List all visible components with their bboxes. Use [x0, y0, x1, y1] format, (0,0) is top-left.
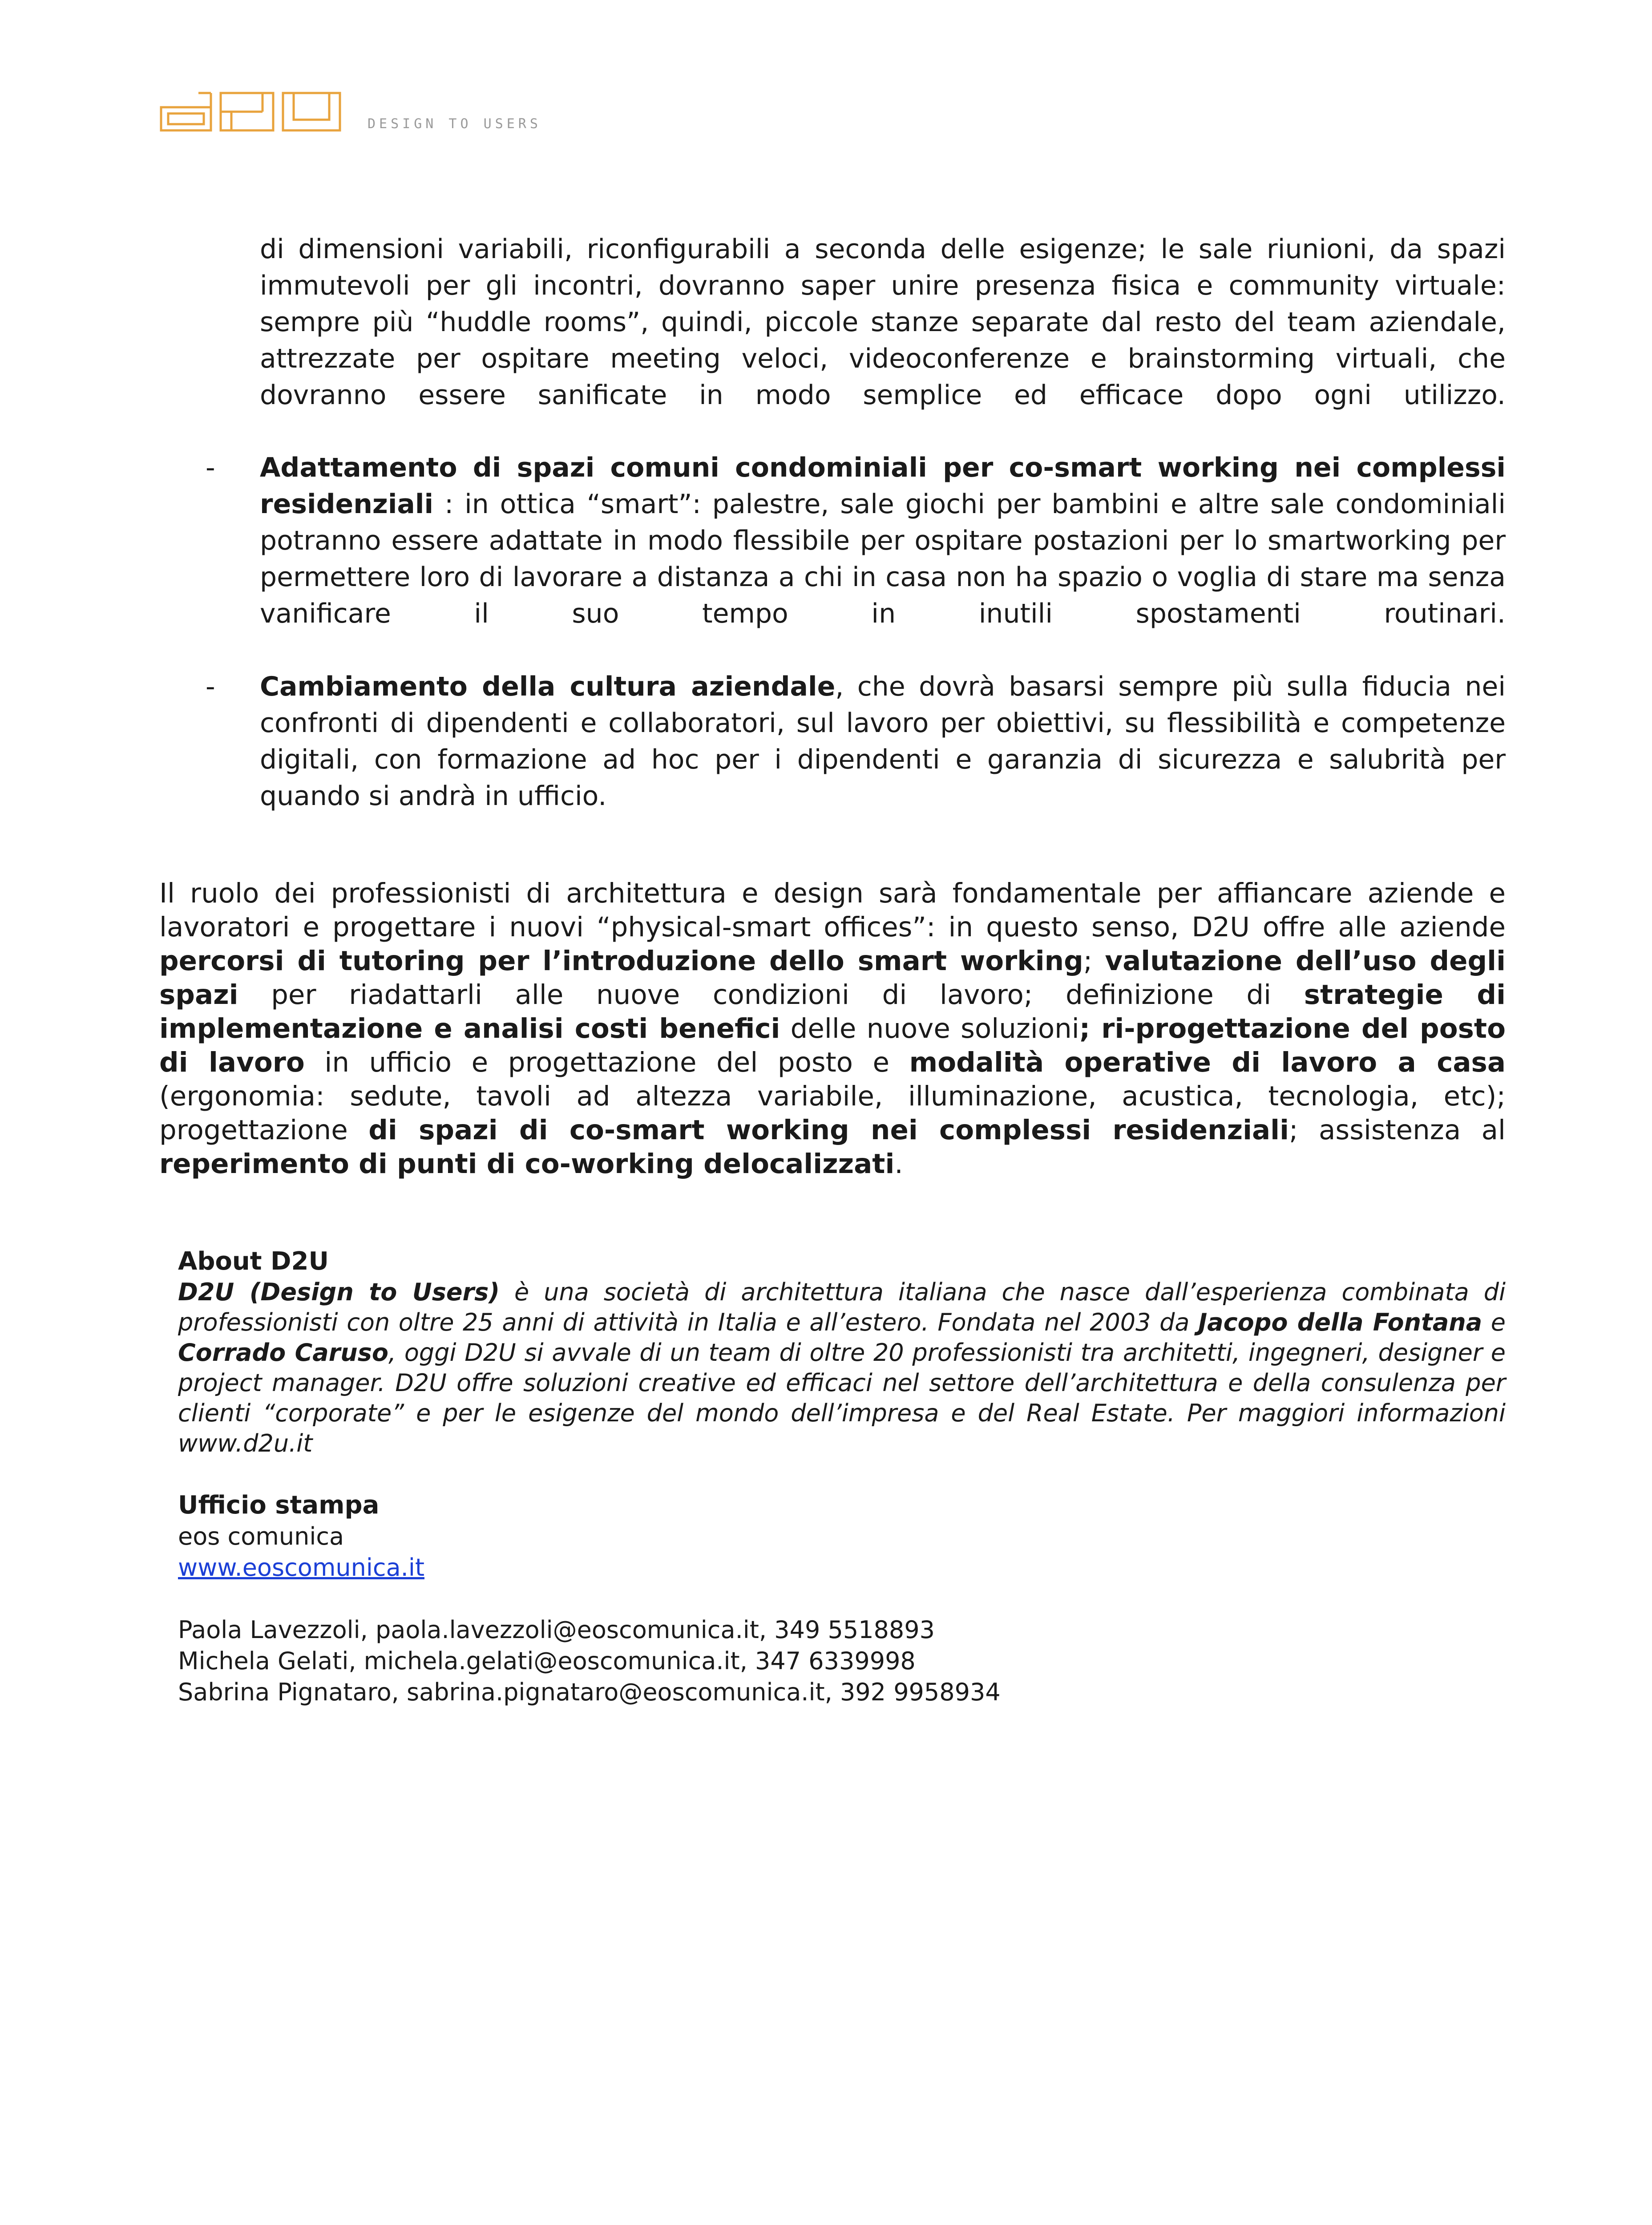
website-link[interactable]: www.eoscomunica.it [178, 1553, 425, 1582]
list-dash: - [206, 671, 215, 702]
paragraph-bold: valutazione dell’uso degli spazi [159, 945, 1506, 1011]
contact-line: Michela Gelati, michela.gelati@eoscomunica.it, 347 6339998 [178, 1647, 916, 1675]
paragraph-bold: percorsi di tutoring per l’introduzione dello smart working [159, 945, 1083, 977]
brand-tagline: DESIGN TO USERS [368, 116, 541, 132]
bullet-list [206, 449, 1506, 851]
press-office-heading: Ufficio stampa [178, 1491, 380, 1520]
about-italic: e [1482, 1308, 1506, 1336]
press-office-section [178, 1490, 1506, 1708]
list-item [206, 449, 1506, 632]
list-item-bold: Cambiamento della cultura aziendale [260, 671, 836, 702]
about-italic: , oggi D2U si avvale di un team di oltre 20 professionisti tra architetti, ingegneri, designer e project manager. D2U offre soluzioni creative ed efficaci nel settore dell’architettura e della consulenza per clienti “corporate” e per le esigenze del mondo dell’impresa e del Real Estate. Per maggiori informazioni www.d2u.it [178, 1339, 1506, 1457]
intro-paragraph-block [260, 231, 1506, 413]
paragraph-text: ; [1083, 945, 1105, 977]
services-paragraph-block [159, 877, 1506, 1181]
paragraph-text: (ergonomia: sedute, tavoli ad altezza variabile, illuminazione, acustica, tecnologia, etc); progettazione [159, 1080, 1506, 1146]
paragraph-text: . [894, 1148, 903, 1180]
list-dash: - [206, 452, 215, 483]
paragraph-bold: modalità operative di lavoro a casa [909, 1047, 1506, 1078]
d2u-logo-icon [159, 91, 342, 132]
contact-line: Paola Lavezzoli, paola.lavezzoli@eoscomunica.it, 349 5518893 [178, 1616, 935, 1644]
intro-paragraph: di dimensioni variabili, riconfigurabili a seconda delle esigenze; le sale riunioni, da spazi immutevoli per gli incontri, dovranno saper unire presenza fisica e community virtuale: sempre più “huddle rooms”, quindi, piccole stanze separate dal resto del team aziendale, attrezzate per ospitare meeting veloci, videoconferenze e brainstorming virtuali, che dovranno essere sanificate in modo semplice ed efficace dopo ogni utilizzo. [260, 234, 1506, 411]
list-item-body: : in ottica “smart”: palestre, sale giochi per bambini e altre sale condominiali potranno essere adattate in modo flessibile per ospitare postazioni per lo smartworking per permettere loro di lavorare a distanza a chi in casa non ha spazio o voglia di stare ma senza vanificare il suo tempo in inutili spostamenti routinari. [260, 489, 1506, 629]
about-bold-italic: D2U (Design to Users) [178, 1278, 500, 1306]
press-office-website [178, 1552, 1506, 1583]
paragraph-text: in ufficio e progettazione del posto e [304, 1047, 909, 1078]
about-bold-italic: Corrado Caruso [178, 1339, 388, 1367]
services-paragraph [159, 877, 1506, 1181]
about-section [178, 1246, 1506, 1459]
paragraph-bold: di spazi di co-smart working nei complessi residenziali [368, 1114, 1289, 1146]
list-item [206, 668, 1506, 814]
paragraph-text: delle nuove soluzioni [780, 1013, 1079, 1044]
paragraph-text: per riadattarli alle nuove condizioni di lavoro; definizione di [238, 979, 1304, 1011]
about-italic: è una società di architettura italiana che nasce dall’esperienza combinata di professionisti con oltre 25 anni di attività in Italia e all’estero. Fondata nel 2003 da [178, 1278, 1506, 1336]
paragraph-bold: ; ri-progettazione del posto di lavoro [159, 1013, 1506, 1078]
about-paragraph [178, 1277, 1506, 1459]
list-item-text [260, 449, 1506, 632]
paragraph-bold: strategie di implementazione e analisi costi benefici [159, 979, 1506, 1044]
about-bold-italic: Jacopo della Fontana [1198, 1308, 1482, 1336]
paragraph-bold: reperimento di punti di co-working delocalizzati [159, 1148, 895, 1180]
paragraph-text: Il ruolo dei professionisti di architettura e design sarà fondamentale per affiancare aziende e lavoratori e progettare i nuovi “physical-smart offices”: in questo senso, D2U offre alle aziende [159, 878, 1506, 943]
list-item-body: , che dovrà basarsi sempre più sulla fiducia nei confronti di dipendenti e collaboratori, sul lavoro per obiettivi, su flessibilità e competenze digitali, con formazione ad hoc per i dipendenti e garanzia di sicurezza e salubrità per quando si andrà in ufficio. [260, 671, 1506, 812]
contact-list [178, 1614, 1506, 1708]
about-heading: About D2U [178, 1247, 329, 1276]
list-item-text [260, 668, 1506, 814]
paragraph-text: ; assistenza al [1289, 1114, 1506, 1146]
contact-line: Sabrina Pignataro, sabrina.pignataro@eoscomunica.it, 392 9958934 [178, 1678, 1001, 1706]
list-item-bold: Adattamento di spazi comuni condominiali per co-smart working nei complessi residenziali [260, 452, 1506, 520]
press-office-company: eos comunica [178, 1522, 344, 1550]
